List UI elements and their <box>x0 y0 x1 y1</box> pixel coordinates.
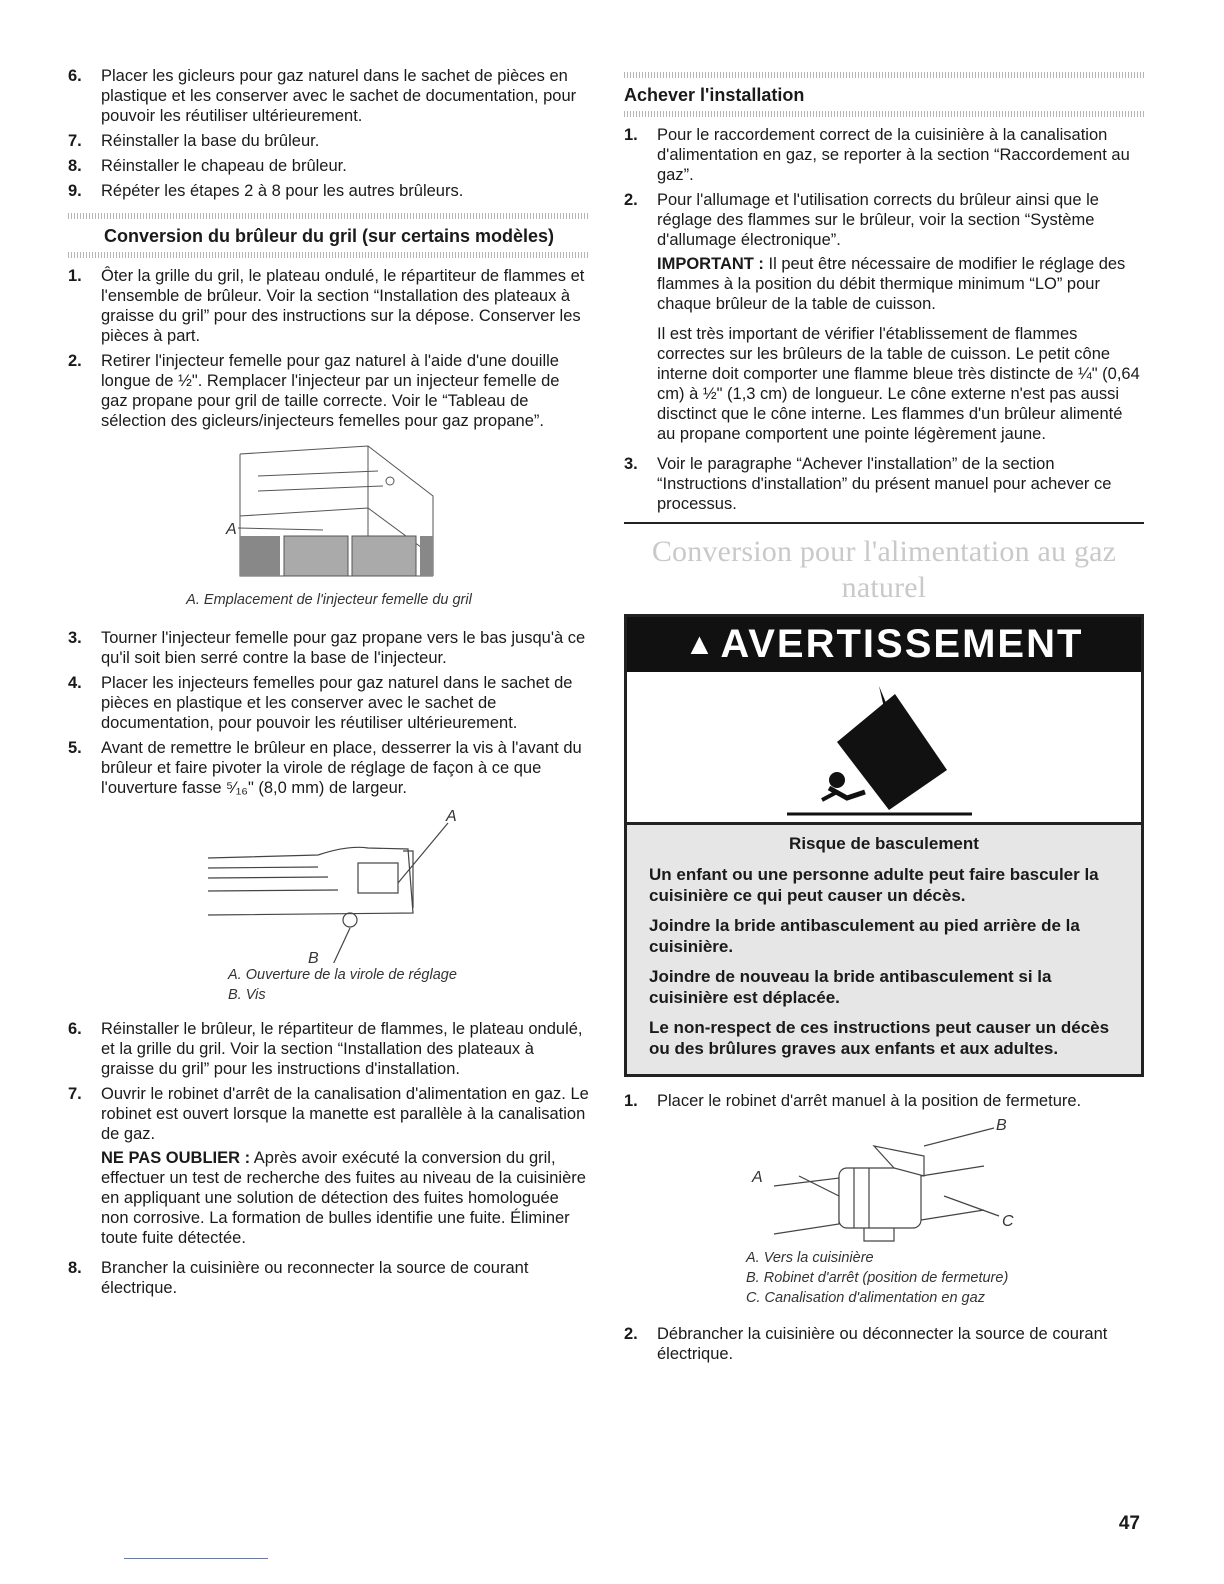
air-shutter-illustration <box>68 803 590 963</box>
page-number: 47 <box>1118 1513 1140 1534</box>
list-item: 8. Réinstaller le chapeau de brûleur. <box>68 157 347 175</box>
list-item: 7. Ouvrir le robinet d'arrêt de la canalisation d'alimentation en gaz. Le robinet est ouvert lorsque la manette est parallèle à la canalisation de gaz. NE PAS OUBLIER : Après avoir exécuté la conversion du gril, effectuer un test de recherche des fuites au niveau de la cuisinière en appliquant une solution de détection des fuites homologuée non corrosive. La formation de bulles identifie une fuite. Éliminer toute fuite détectée. <box>68 1085 589 1247</box>
step-list-conversion-cont <box>624 1324 1144 1364</box>
list-item: 1. Placer le robinet d'arrêt manuel à la position de fermeture. <box>624 1092 1082 1110</box>
step-list-gril-cont <box>68 628 590 798</box>
fig3-caption-b: B. Robinet d'arrêt (position de fermeture) <box>746 1270 1009 1286</box>
list-item: 1. Ôter la grille du gril, le plateau ondulé, le répartiteur de flammes et l'ensemble de brûleur. Voir la section “Installation des plateaux à graisse du gril” pour des instructions sur la dépose. Conserver les pièces à part. <box>68 267 585 345</box>
fig2-caption-b: B. Vis <box>228 987 266 1003</box>
right-column <box>624 72 1144 1369</box>
section-rule <box>68 252 590 258</box>
section-title-gril: Conversion du brûleur du gril (sur certains modèles) <box>103 226 555 246</box>
warning-risk-title: Risque de basculement <box>789 834 979 853</box>
warning-line: Un enfant ou une personne adulte peut faire basculer la cuisinière ce qui peut causer un décès. <box>649 865 1099 905</box>
fig2-label-a: A <box>446 808 457 825</box>
fig1-caption: A. Emplacement de l'injecteur femelle du gril <box>186 592 472 608</box>
footer-rule <box>124 1558 268 1559</box>
list-item: 2. Débrancher la cuisinière ou déconnecter la source de courant électrique. <box>624 1325 1108 1363</box>
list-item: 3. Tourner l'injecteur femelle pour gaz propane vers le bas jusqu'à ce qu'il soit bien serré contre la base de l'injecteur. <box>68 629 586 667</box>
list-item: 6. Réinstaller le brûleur, le répartiteur de flammes, le plateau ondulé, et la grille du gril. Voir la section “Installation des plateaux à graisse du gril” pour les instructions d'installation. <box>68 1020 583 1078</box>
section-title-achever: Achever l'installation <box>624 85 805 105</box>
important-paragraph: IMPORTANT : Il peut être nécessaire de modifier le réglage des flammes à la position du débit thermique minimum “LO” pour chaque brûleur de la table de cuisson. <box>657 255 1126 313</box>
warning-line: Le non-respect de ces instructions peut causer un décès ou des brûlures graves aux enfants et aux adultes. <box>649 1018 1110 1058</box>
shutoff-valve-illustration <box>624 1116 1144 1244</box>
list-item: 2. Pour l'allumage et l'utilisation corrects du brûleur ainsi que le réglage des flammes sur le brûleur, voir la section “Système d'allumage électronique”. IMPORTANT : Il peut être nécessaire de modifier le réglage des flammes à la position du débit thermique minimum “LO” pour chaque brûleur de la table de cuisson. Il est très important de vérifier l'établissement de flammes correctes sur les brûleurs de la table de cuisson. Le petit cône interne doit comporter une flamme bleue très distincte de ¼" (0,64 cm) à ½" (1,3 cm) de longueur. Le cône externe n'est pas aussi disctinct que le cône interne. Les flammes d'un brûleur alimenté au propane comportent une pointe légèrement jaune. <box>624 190 1144 444</box>
warning-line: Joindre la bride antibasculement au pied arrière de la cuisinière. <box>649 916 1080 956</box>
left-column <box>68 66 590 1303</box>
list-item: 4. Placer les injecteurs femelles pour gaz naturel dans le sachet de pièces en plastique et les conserver avec le sachet de documentation, pour pouvoir les réutiliser ultérieurement. <box>68 674 573 732</box>
fig3-label-a: A <box>752 1169 763 1186</box>
fig3-label-b: B <box>996 1117 1007 1134</box>
flame-paragraph: Il est très important de vérifier l'établissement de flammes correctes sur les brûleurs de la table de cuisson. Le petit cône interne doit comporter une flamme bleue très distincte de ¼" (0,64 cm) à ½" (1,3 cm) de longueur. Le cône externe n'est pas aussi disctinct que le cône interne. Les flammes d'un brûleur alimenté au propane comportent une pointe légèrement jaune. <box>657 325 1140 443</box>
tip-over-icon <box>627 672 1141 822</box>
figure-shutoff-valve <box>624 1116 1144 1244</box>
list-item: 1. Pour le raccordement correct de la cuisinière à la canalisation d'alimentation en gaz, se reporter à la section “Raccordement au gaz”. <box>624 126 1130 184</box>
step-list-achever <box>624 125 1144 514</box>
list-item: 8. Brancher la cuisinière ou reconnecter la source de courant électrique. <box>68 1259 529 1297</box>
fig3-caption-a: A. Vers la cuisinière <box>746 1250 874 1266</box>
list-item: 6. Placer les gicleurs pour gaz naturel dans le sachet de pièces en plastique et les conserver avec le sachet de documentation, pour pouvoir les réutiliser ultérieurement. <box>68 67 577 125</box>
step-list-conversion <box>624 1091 1144 1111</box>
warning-text <box>627 822 1141 1074</box>
figure-air-shutter <box>68 803 590 963</box>
tip-over-pictogram <box>627 672 1141 822</box>
list-item: 5. Avant de remettre le brûleur en place, desserrer la vis à l'avant du brûleur et faire pivoter la virole de réglage de façon à ce que l'ouverture fasse ⁵⁄₁₆" (8,0 mm) de largeur. <box>68 739 582 797</box>
warning-triangle-icon: ▲ <box>684 628 717 661</box>
page-title: Conversion pour l'alimentation au gaz naturel <box>651 535 1117 604</box>
fig2-caption-a: A. Ouverture de la virole de réglage <box>228 967 457 983</box>
fig2-label-b: B <box>308 950 319 963</box>
note-paragraph: NE PAS OUBLIER : Après avoir exécuté la conversion du gril, effectuer un test de recherche des fuites au niveau de la cuisinière en appliquant une solution de détection des fuites homologuée non corrosive. La formation de bulles identifie une fuite. Éliminer toute fuite détectée. <box>101 1149 586 1247</box>
list-item: 3. Voir le paragraphe “Achever l'installation” de la section “Instructions d'installation” du présent manuel pour achever ce processus. <box>624 455 1112 513</box>
warning-box <box>624 614 1144 1077</box>
list-item: 9. Répéter les étapes 2 à 8 pour les autres brûleurs. <box>68 182 464 200</box>
warning-banner: ▲ AVERTISSEMENT <box>627 617 1141 672</box>
fig3-label-c: C <box>1002 1213 1014 1230</box>
list-item: 2. Retirer l'injecteur femelle pour gaz naturel à l'aide d'une douille longue de ½". Remplacer l'injecteur par un injecteur femelle de gaz propane pour gril de taille correcte. Voir le “Tableau de sélection des gicleurs/injecteurs femelles pour gaz propane”. <box>68 352 560 430</box>
step-list-gril <box>68 266 590 431</box>
grill-injector-illustration <box>68 436 590 586</box>
divider <box>624 522 1144 524</box>
list-item: 7. Réinstaller la base du brûleur. <box>68 132 320 150</box>
figure-grill-injector <box>68 436 590 586</box>
section-rule <box>624 111 1144 117</box>
step-list-gril-end <box>68 1019 590 1298</box>
step-list-burner-end <box>68 66 590 201</box>
warning-line: Joindre de nouveau la bride antibasculement si la cuisinière est déplacée. <box>649 967 1052 1007</box>
fig3-caption-c: C. Canalisation d'alimentation en gaz <box>746 1290 985 1306</box>
fig1-label-a: A <box>226 521 237 538</box>
